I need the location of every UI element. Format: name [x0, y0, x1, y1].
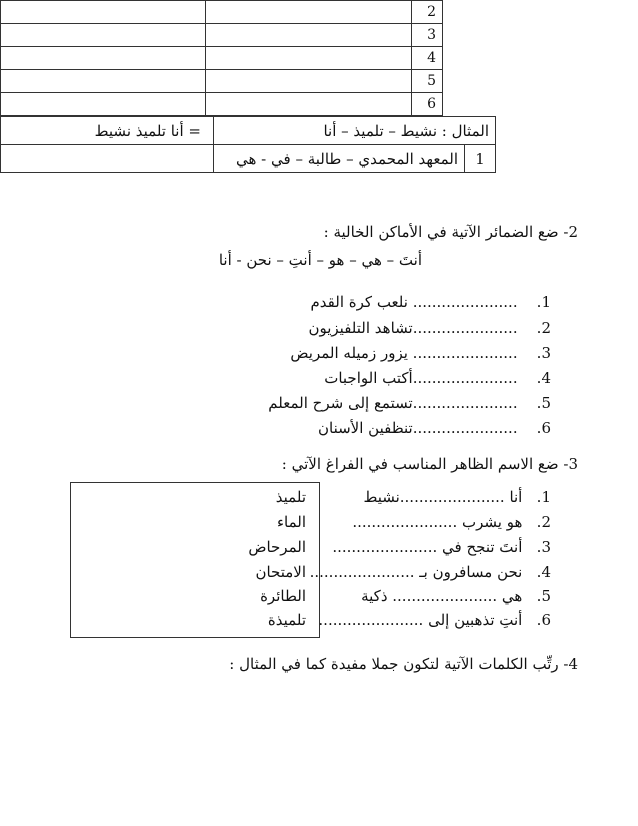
row-number: 3 — [412, 24, 443, 47]
table-row — [1, 70, 443, 93]
section-2-title: 2- ضع الضمائر الآتية في الأماكن الخالية : — [323, 223, 578, 241]
section-3-title: 3- ضع الاسم الظاهر المناسب في الفراغ الآتي : — [281, 455, 578, 473]
list-item — [290, 344, 551, 362]
answer-table-1 — [0, 0, 443, 116]
section-4-title: 4- رتِّب الكلمات الآتية لتكون جملا مفيدة كما في المثال : — [229, 655, 578, 673]
table-cell[interactable] — [1, 93, 206, 116]
item-number: 4. — [536, 369, 551, 387]
item-text: ......................تستمع إلى شرح المعلم — [268, 394, 518, 412]
row-number: 5 — [412, 70, 443, 93]
words-cell: المعهد المحمدي – طالبة – في - هي — [214, 145, 465, 173]
item-text: أنا ......................نشيط — [363, 488, 523, 506]
item-number: 6. — [536, 419, 551, 437]
row-number: 6 — [412, 93, 443, 116]
item-text: أنتِ تذهبين إلى ...................... — [318, 611, 523, 629]
table-row — [1, 145, 496, 173]
item-text: ......................أكتب الواجبات — [324, 369, 518, 387]
item-number: 2. — [536, 319, 551, 337]
word-bank-item: الطائرة — [260, 587, 306, 605]
item-text: ...................... نلعب كرة القدم — [310, 293, 518, 311]
list-item — [268, 394, 551, 412]
list-item — [308, 319, 551, 337]
table-cell[interactable] — [1, 1, 206, 24]
table-cell[interactable] — [206, 70, 412, 93]
word-bank-item: الماء — [276, 513, 306, 531]
table-row — [1, 24, 443, 47]
item-text: ......................تنظفين الأسنان — [317, 419, 518, 437]
list-item — [332, 538, 551, 556]
item-number: 4. — [536, 563, 551, 581]
word-bank-item: المرحاض — [248, 538, 306, 556]
sentence-table — [0, 116, 496, 173]
item-number: 6. — [536, 611, 551, 629]
table-cell[interactable] — [1, 70, 206, 93]
list-item — [352, 513, 551, 531]
answer-cell[interactable] — [1, 145, 214, 173]
list-item — [310, 563, 551, 581]
table-cell[interactable] — [1, 24, 206, 47]
word-bank-item: تلميذة — [267, 611, 306, 629]
item-number: 3. — [536, 538, 551, 556]
list-item — [318, 611, 551, 629]
table-cell[interactable] — [206, 93, 412, 116]
item-text: أنتَ تنجح في ...................... — [332, 538, 523, 556]
table-row — [1, 93, 443, 116]
table-row — [1, 47, 443, 70]
item-text: ...................... يزور زميله المريض — [290, 344, 518, 362]
item-number: 3. — [536, 344, 551, 362]
word-bank-item: تلميذ — [275, 488, 306, 506]
example-answer: = أنا تلميذ نشيط — [1, 117, 214, 145]
item-number: 1. — [536, 488, 551, 506]
item-text: ......................تشاهد التلفيزيون — [308, 319, 518, 337]
item-number: 2. — [536, 513, 551, 531]
table-row — [1, 117, 496, 145]
list-item — [318, 419, 551, 437]
table-cell[interactable] — [206, 24, 412, 47]
table-cell[interactable] — [206, 1, 412, 24]
item-text: نحن مسافرون بـ ...................... — [309, 563, 523, 581]
word-bank-item: الامتحان — [255, 563, 306, 581]
item-number: 1. — [536, 293, 551, 311]
list-item — [311, 293, 551, 311]
item-text: هو يشرب ...................... — [352, 513, 523, 531]
table-cell[interactable] — [1, 47, 206, 70]
list-item — [363, 488, 551, 506]
row-number: 1 — [465, 145, 496, 173]
table-cell[interactable] — [206, 47, 412, 70]
item-text: هي ...................... ذكية — [361, 587, 523, 605]
list-item — [361, 587, 551, 605]
row-number: 4 — [412, 47, 443, 70]
row-number: 2 — [412, 1, 443, 24]
example-words: المثال : نشيط – تلميذ – أنا — [214, 117, 496, 145]
pronoun-list: أنتَ – هي – هو – أنتِ – نحن - أنا — [218, 251, 422, 269]
item-number: 5. — [536, 587, 551, 605]
list-item — [324, 369, 551, 387]
table-row — [1, 1, 443, 24]
item-number: 5. — [536, 394, 551, 412]
